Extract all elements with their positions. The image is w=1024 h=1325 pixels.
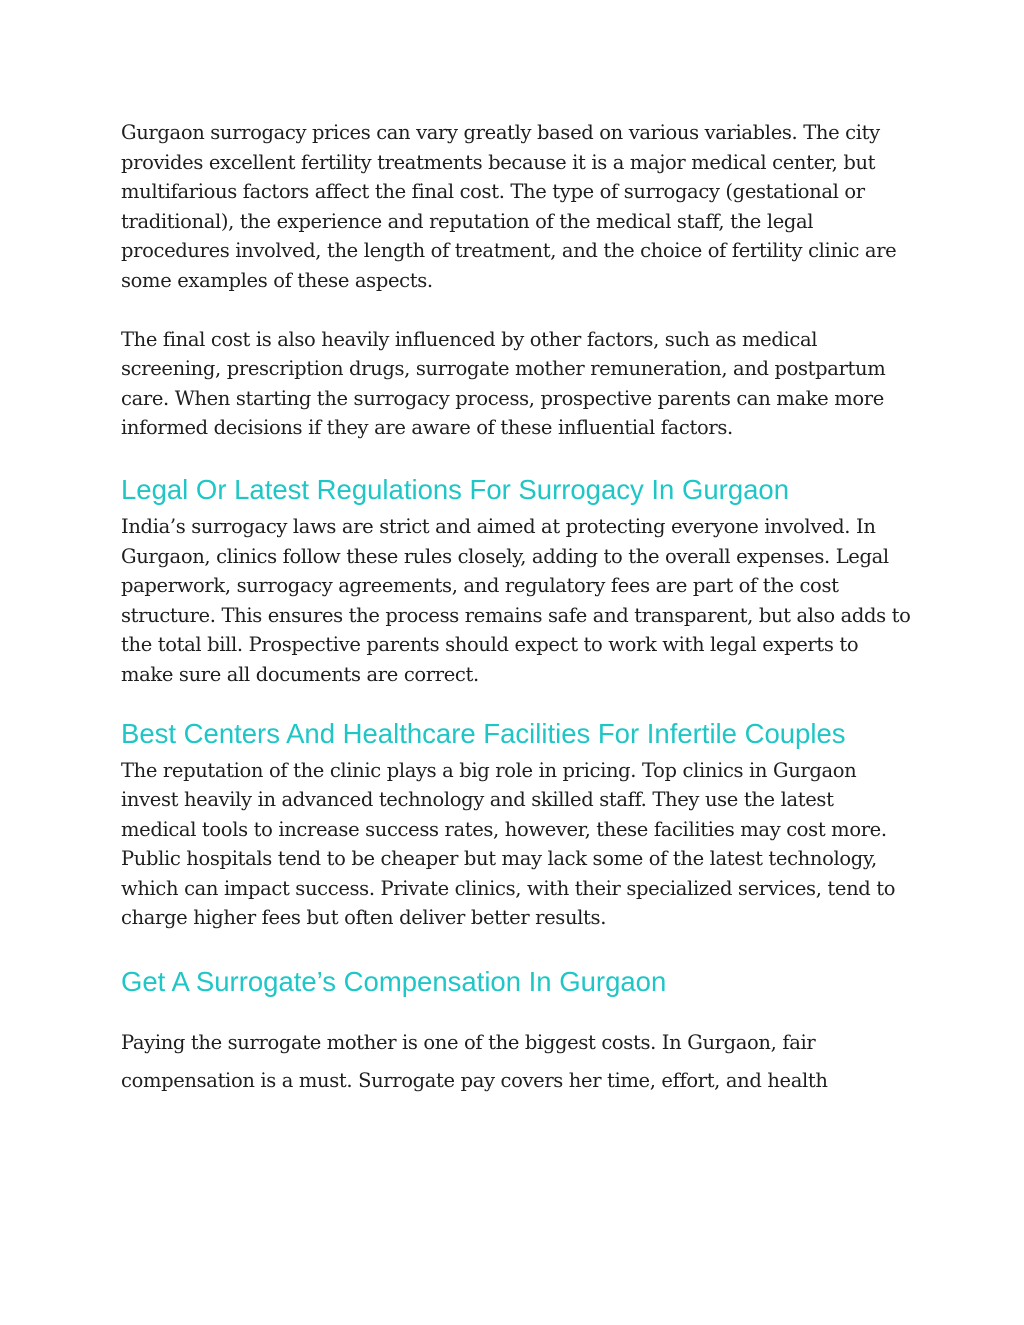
paragraph-legal-regulations: India’s surrogacy laws are strict and aimed at protecting everyone involved. In Gurgaon, clinics follow these rules closely, adding to the overall expenses. Legal paperwork, surrogacy agreements, and regulatory fees are part of the cost structure. This ensures the process remains safe and transparent, but also adds to the total bill. Prospective parents should expect to work with legal experts to make sure all documents are correct. — [121, 514, 911, 686]
heading-surrogate-compensation: Get A Surrogate’s Compensation In Gurgaon — [121, 966, 667, 998]
document-page — [121, 118, 911, 1100]
paragraph-best-centers: The reputation of the clinic plays a big role in pricing. Top clinics in Gurgaon invest heavily in advanced technology and skilled staff. They use the latest medical tools to increase success rates, however, these facilities may cost more. Public hospitals tend to be cheaper but may lack some of the latest technology, which can impact success. Private clinics, with their specialized services, tend to charge higher fees but often deliver better results. — [121, 758, 896, 930]
paragraph-surrogate-compensation: Paying the surrogate mother is one of the biggest costs. In Gurgaon, fair compensation is a must. Surrogate pay covers her time, effort, and health — [121, 1031, 828, 1093]
heading-best-centers: Best Centers And Healthcare Facilities For Infertile Couples — [121, 717, 846, 749]
intro-paragraph-2: The final cost is also heavily influenced by other factors, such as medical screening, prescription drugs, surrogate mother remuneration, and postpartum care. When starting the surrogacy process, prospective parents can make more informed decisions if they are aware of these influential factors. — [121, 327, 886, 440]
heading-legal-regulations: Legal Or Latest Regulations For Surrogacy In Gurgaon — [121, 473, 790, 505]
intro-paragraph-1: Gurgaon surrogacy prices can vary greatly based on various variables. The city provides excellent fertility treatments because it is a major medical center, but multifarious factors affect the final cost. The type of surrogacy (gestational or traditional), the experience and reputation of the medical staff, the legal procedures involved, the length of treatment, and the choice of fertility clinic are some examples of these aspects. — [121, 121, 897, 292]
